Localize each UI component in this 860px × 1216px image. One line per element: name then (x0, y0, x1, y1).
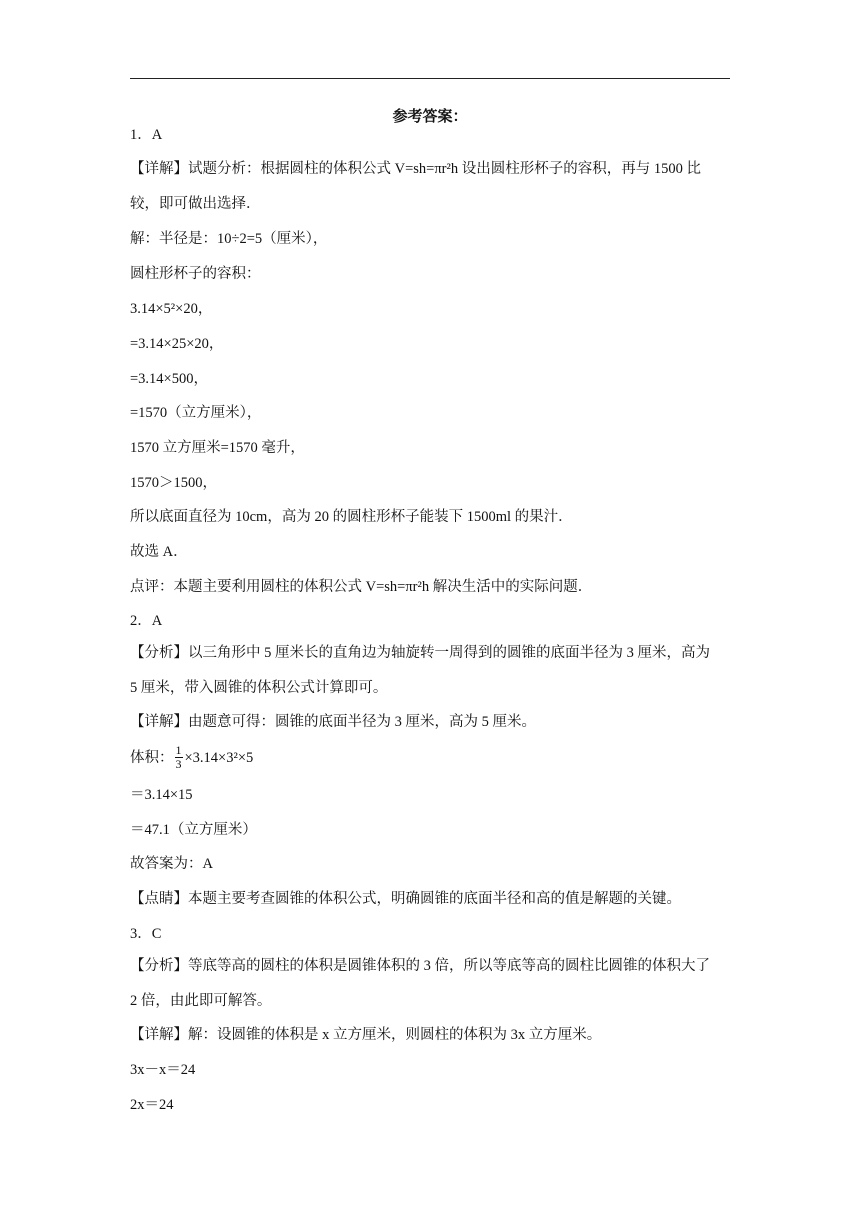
answer-line: 圆柱形杯子的容积： (130, 266, 261, 282)
answer-line: 3．C (130, 926, 162, 942)
fraction-denominator: 3 (175, 757, 182, 771)
fraction-one-third (175, 744, 183, 771)
answer-line: 2 倍，由此即可解答。 (130, 993, 272, 1009)
answer-line: 1570 立方厘米=1570 毫升， (130, 440, 305, 456)
answer-line: 【详解】解：设圆锥的体积是 x 立方厘米，则圆柱的体积为 3x 立方厘米。 (130, 1027, 602, 1043)
volume-expression: ×3.14×3²×5 (184, 749, 254, 766)
volume-label: 体积： (130, 749, 174, 766)
answer-line: 故选 A． (130, 544, 188, 560)
answer-line: 2．A (130, 613, 163, 629)
answer-line: 【详解】由题意可得：圆锥的底面半径为 3 厘米，高为 5 厘米。 (130, 714, 536, 730)
page-title: 参考答案： (392, 109, 468, 125)
answer-line: 【分析】等底等高的圆柱的体积是圆锥体积的 3 倍，所以等底等高的圆柱比圆锥的体积大了 (130, 958, 710, 974)
fraction-numerator: 1 (175, 743, 182, 757)
answer-line: =3.14×25×20， (130, 336, 224, 352)
answer-line: =1570（立方厘米）， (130, 405, 262, 421)
volume-formula-line (130, 745, 253, 772)
answer-line: ＝47.1（立方厘米） (130, 822, 257, 838)
answer-line: 所以底面直径为 10cm，高为 20 的圆柱形杯子能装下 1500ml 的果汁． (130, 509, 573, 525)
answer-line: ＝3.14×15 (130, 787, 193, 803)
answer-line: 3x－x＝24 (130, 1062, 196, 1078)
answer-line: 较，即可做出选择． (130, 196, 261, 212)
answer-line: 3.14×5²×20， (130, 301, 213, 317)
header-rule (130, 78, 730, 79)
answer-line: 1570＞1500， (130, 475, 217, 491)
answer-line: 【分析】以三角形中 5 厘米长的直角边为轴旋转一周得到的圆锥的底面半径为 3 厘米，高为 (130, 645, 710, 661)
answer-line: 【详解】试题分析：根据圆柱的体积公式 V=sh=πr²h 设出圆柱形杯子的容积，再与 1500 比 (130, 161, 701, 177)
answer-line: 2x＝24 (130, 1097, 174, 1113)
answer-line: 解：半径是：10÷2=5（厘米）， (130, 231, 328, 247)
answer-line: 1．A (130, 127, 163, 143)
answer-line: 点评：本题主要利用圆柱的体积公式 V=sh=πr²h 解决生活中的实际问题． (130, 579, 593, 595)
answer-line: 5 厘米，带入圆锥的体积公式计算即可。 (130, 680, 388, 696)
answer-line: 【点睛】本题主要考查圆锥的体积公式，明确圆锥的底面半径和高的值是解题的关键。 (130, 891, 681, 907)
answer-line: 故答案为：A (130, 856, 213, 872)
answer-line: =3.14×500， (130, 371, 208, 387)
